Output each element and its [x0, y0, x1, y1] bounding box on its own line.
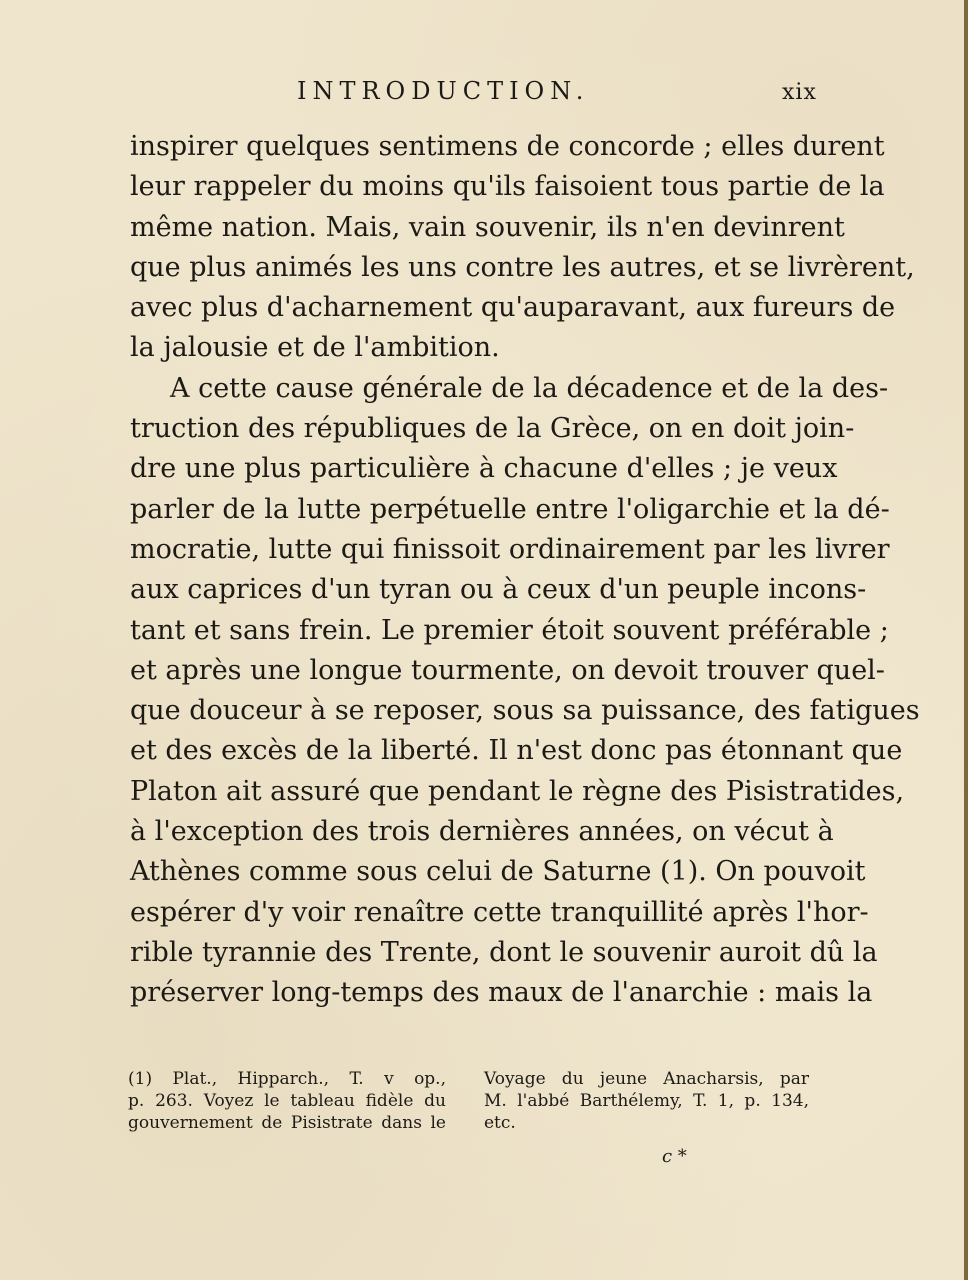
page-number: xix [782, 80, 817, 105]
text-line: Athènes comme sous celui de Saturne (1). On pouvoit [130, 856, 866, 888]
signature-mark: c * [662, 1146, 687, 1167]
text-line: même nation. Mais, vain souvenir, ils n'en devinrent [130, 211, 845, 243]
text-line: truction des républiques de la Grèce, on en doit join- [130, 413, 855, 445]
text-line: inspirer quelques sentimens de concorde ; elles durent [130, 131, 885, 162]
text-line: que douceur à se reposer, sous sa puissance, des fatigues [130, 695, 920, 727]
text-line: à l'exception des trois dernières années, on vécut à [130, 816, 834, 848]
footnote-line: etc. [484, 1113, 516, 1133]
footnote-line: M. l'abbé Barthélemy, T. 1, p. 134, [484, 1091, 809, 1111]
footnote-line: p. 263. Voyez le tableau fidèle du [128, 1091, 446, 1111]
main-text [130, 127, 920, 1014]
text-line: tant et sans frein. Le premier étoit souvent préférable ; [130, 614, 889, 646]
footnote-column-left [128, 1068, 446, 1134]
text-line: et après une longue tourmente, on devoit trouver quel- [130, 654, 885, 686]
text-line: et des excès de la liberté. Il n'est donc pas étonnant que [130, 735, 903, 767]
text-line: rible tyrannie des Trente, dont le souvenir auroit dû la [130, 936, 878, 968]
text-line: espérer d'y voir renaître cette tranquillité après l'hor- [130, 896, 869, 928]
footnote-line: (1) Plat., Hipparch., T. v op., [128, 1069, 446, 1089]
page-header [0, 76, 968, 110]
page-edge [964, 0, 968, 1280]
text-line: la jalousie et de l'ambition. [130, 332, 500, 364]
footnote-line: Voyage du jeune Anacharsis, par [484, 1069, 809, 1089]
text-line: Platon ait assuré que pendant le règne des Pisistratides, [130, 775, 905, 807]
text-line: aux caprices d'un tyran ou à ceux d'un peuple incons- [130, 574, 867, 606]
text-line: leur rappeler du moins qu'ils faisoient tous partie de la [130, 171, 885, 203]
running-head: INTRODUCTION. [297, 77, 590, 105]
text-line: dre une plus particulière à chacune d'elles ; je veux [130, 453, 838, 485]
text-line: que plus animés les uns contre les autres, et se livrèrent, [130, 251, 915, 283]
footnote-column-right [484, 1068, 809, 1134]
text-line: parler de la lutte perpétuelle entre l'oligarchie et la dé- [130, 493, 890, 525]
text-line: A cette cause générale de la décadence et de la des- [170, 372, 889, 404]
text-line: avec plus d'acharnement qu'auparavant, aux fureurs de [130, 292, 896, 324]
footnote-line: gouvernement de Pisistrate dans le [128, 1113, 446, 1133]
text-line: préserver long-temps des maux de l'anarchie : mais la [130, 977, 873, 1009]
text-line: mocratie, lutte qui finissoit ordinairement par les livrer [130, 533, 890, 565]
